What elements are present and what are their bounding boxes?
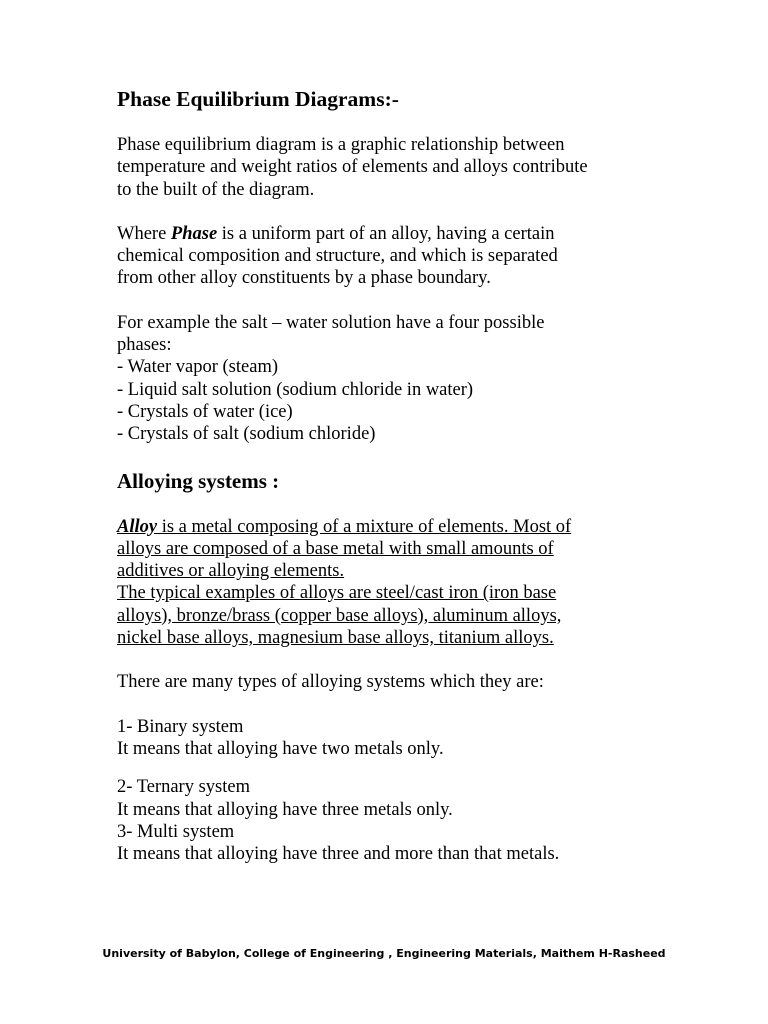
list-item: - Crystals of salt (sodium chloride) (117, 424, 376, 445)
intro-paragraph (117, 134, 637, 201)
phase-definition-line: from other alloy constituents by a phase boundary. (117, 268, 491, 289)
system-name: 1- Binary system (117, 716, 244, 737)
list-item: - Liquid salt solution (sodium chloride in water) (117, 379, 474, 400)
alloy-rest: is a metal composing of a mixture of elements. Most of (157, 516, 572, 537)
system-description: It means that alloying have two metals only. (117, 738, 444, 759)
phase-definition-line: chemical composition and structure, and which is separated (117, 246, 558, 267)
list-item: - Crystals of water (ice) (117, 401, 293, 422)
example-line: phases: (117, 335, 172, 356)
system-name: 2- Ternary system (117, 777, 250, 798)
intro-line: Phase equilibrium diagram is a graphic relationship between (117, 135, 565, 155)
system-name: 3- Multi system (117, 821, 235, 842)
alloy-definition-line: alloys), bronze/brass (copper base alloys), aluminum alloys, (117, 605, 562, 626)
alloy-definition-paragraph (117, 516, 637, 650)
alloy-definition-line: The typical examples of alloys are steel/cast iron (iron base (117, 583, 557, 604)
intro-line: temperature and weight ratios of elements and alloys contribute (117, 157, 588, 178)
alloy-definition-line (117, 516, 637, 538)
system-description: It means that alloying have three and more than that metals. (117, 844, 560, 865)
page-footer: University of Babylon, College of Engineering , Engineering Materials, Maithem H-Rasheed (102, 947, 666, 960)
example-paragraph (117, 312, 637, 446)
list-item: - Water vapor (steam) (117, 357, 278, 378)
intro-line: to the built of the diagram. (117, 179, 315, 200)
phase-prefix: Where (117, 223, 171, 244)
alloy-definition-line: alloys are composed of a base metal with small amounts of (117, 538, 554, 559)
example-line: For example the salt – water solution have a four possible (117, 312, 545, 333)
section-heading-alloying-systems: Alloying systems : (117, 468, 280, 493)
system-binary (117, 716, 637, 761)
alloy-term: Alloy (117, 516, 158, 537)
phase-definition-paragraph (117, 223, 637, 290)
types-intro: There are many types of alloying systems which they are: (117, 672, 544, 693)
phase-definition-line (117, 223, 637, 245)
document-body (117, 86, 637, 865)
alloy-definition-line: additives or alloying elements. (117, 561, 345, 582)
system-description: It means that alloying have three metals only. (117, 799, 453, 820)
page-title: Phase Equilibrium Diagrams:- (117, 87, 399, 111)
alloy-definition-line: nickel base alloys, magnesium base alloys, titanium alloys. (117, 628, 554, 649)
phase-term: Phase (170, 223, 218, 244)
system-ternary (117, 776, 637, 821)
phase-rest: is a uniform part of an alloy, having a certain (217, 223, 555, 244)
system-multi (117, 821, 637, 866)
